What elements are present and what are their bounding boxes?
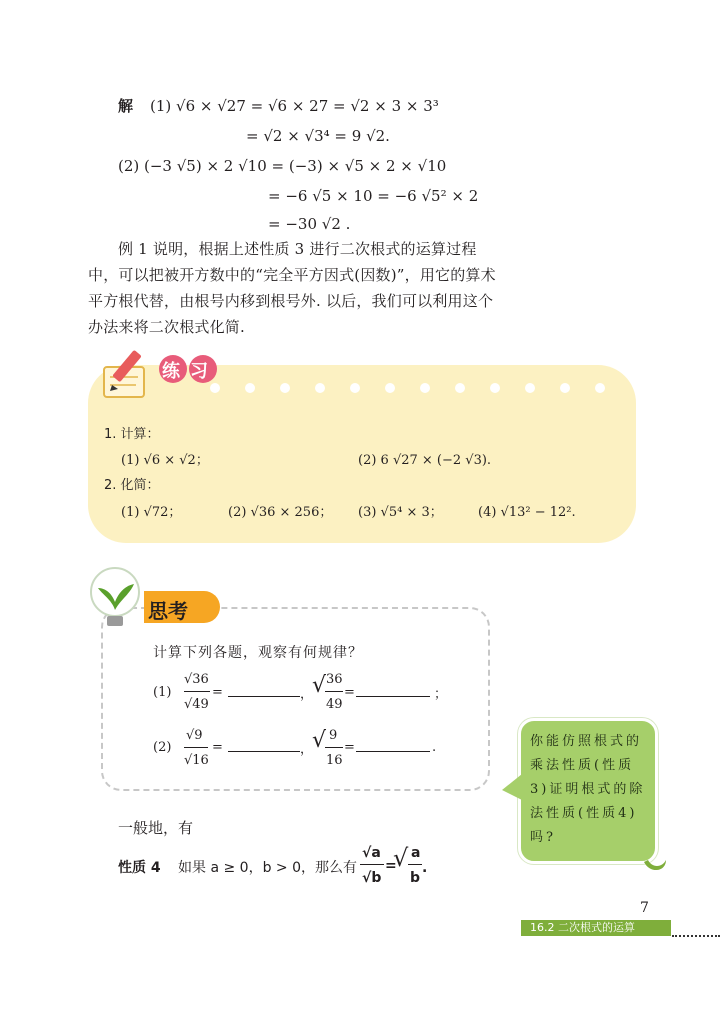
side-note-text: 你能仿照根式的乘法性质(性质3)证明根式的除法性质(性质4)吗? [530,734,646,845]
fraction-bar [360,864,384,865]
decor-dot [245,383,255,393]
formula-equals: = [385,858,397,874]
decor-dot [490,383,500,393]
decor-dot [455,383,465,393]
practice-q1-label: 1. 计算： [104,427,160,442]
swirl-icon [640,852,670,876]
equals-sign: = [344,685,355,700]
think-row2-b-den: 16 [326,753,343,768]
practice-q2-label: 2. 化简： [104,478,160,493]
page-number: 7 [640,900,649,916]
equals-sign: = [344,740,355,755]
separator: ， [300,742,314,757]
formula-left-den: √b [362,870,382,886]
practice-q1-b: (2) 6 √27 × (−2 √3). [358,453,492,468]
solution-line-1: (1) √6 × √27 = √6 × 27 = √2 × 3 × 3³ [150,97,439,115]
decor-dot [420,383,430,393]
decor-dot [315,383,325,393]
decor-dot [525,383,535,393]
think-row2-b-num: 9 [329,728,338,743]
equals-sign: = [212,685,223,700]
think-row2-a-den: √16 [184,753,209,768]
property-text: 如果 a ≥ 0，b > 0，那么有 [178,860,357,876]
solution-line-2: = √2 × √3⁴ = 9 √2. [246,127,390,145]
solution-line-5: = −30 √2 . [268,215,351,233]
practice-q2-b: (2) √36 × 256； [228,505,333,520]
practice-q2-c: (3) √5⁴ × 3； [358,505,443,520]
think-prompt: 计算下列各题，观察有何规律？ [153,645,363,661]
fraction-bar [184,747,208,748]
think-row1-a-num: √36 [184,672,209,687]
practice-q2-d: (4) √13² − 12². [478,505,576,520]
answer-blank[interactable] [228,688,300,697]
decor-dot [350,383,360,393]
footer-section-label: 16.2 二次根式的运算 [530,921,635,934]
row-end: . [432,740,437,755]
think-row1-b-num: 36 [326,672,343,687]
solution-line-4: = −6 √5 × 10 = −6 √5² × 2 [268,187,479,205]
formula-left-num: √a [362,845,381,861]
practice-q2-a: (1) √72； [121,505,182,520]
lightbulb-plant-icon [82,564,148,630]
solution-line-3: (2) (−3 √5) × 2 √10 = (−3) × √5 × 2 × √10 [118,157,447,175]
pencil-notebook-icon [98,345,160,405]
property-label: 性质 4 [118,860,161,876]
think-row2-a-num: √9 [186,728,203,743]
solution-label: 解 [118,97,134,115]
think-title: 思考 [148,599,188,623]
fraction-bar [184,691,210,692]
practice-q1-a: (1) √6 × √2； [121,453,209,468]
formula-right-den: b [410,870,421,886]
think-row1-b-den: 49 [326,697,343,712]
fraction-bar [325,747,343,748]
think-row2-label: (2) [153,740,172,755]
formula-right-num: a [411,845,421,861]
answer-blank[interactable] [356,688,430,697]
decor-dot [560,383,570,393]
think-row1-a-den: √49 [184,697,209,712]
fraction-bar [325,691,343,692]
fraction-bar [408,864,422,865]
practice-title: 练习 [162,361,218,382]
row-end: ； [434,687,448,702]
bubble-tail [500,772,524,802]
general-statement: 一般地，有 [118,819,194,837]
formula-end: . [422,860,428,876]
decor-dot [595,383,605,393]
think-row1-b-root: √ [312,673,327,698]
decor-dot [385,383,395,393]
footer-dotted-line [672,935,720,937]
explanation-paragraph: 例 1 说明，根据上述性质 3 进行二次根式的运算过程中，可以把被开方数中的“完全平方因式(因数)”，用它的算术平方根代替，由根号内移到根号外. 以后，我们可以利用这个办法来将二次根式化简. [88,240,496,336]
formula-right-root: √ [393,844,409,872]
decor-dot [210,383,220,393]
separator: ， [300,687,314,702]
equals-sign: = [212,740,223,755]
answer-blank[interactable] [356,743,430,752]
answer-blank[interactable] [228,743,300,752]
think-row2-b-root: √ [312,728,327,753]
decor-dot [280,383,290,393]
think-row1-label: (1) [153,685,172,700]
